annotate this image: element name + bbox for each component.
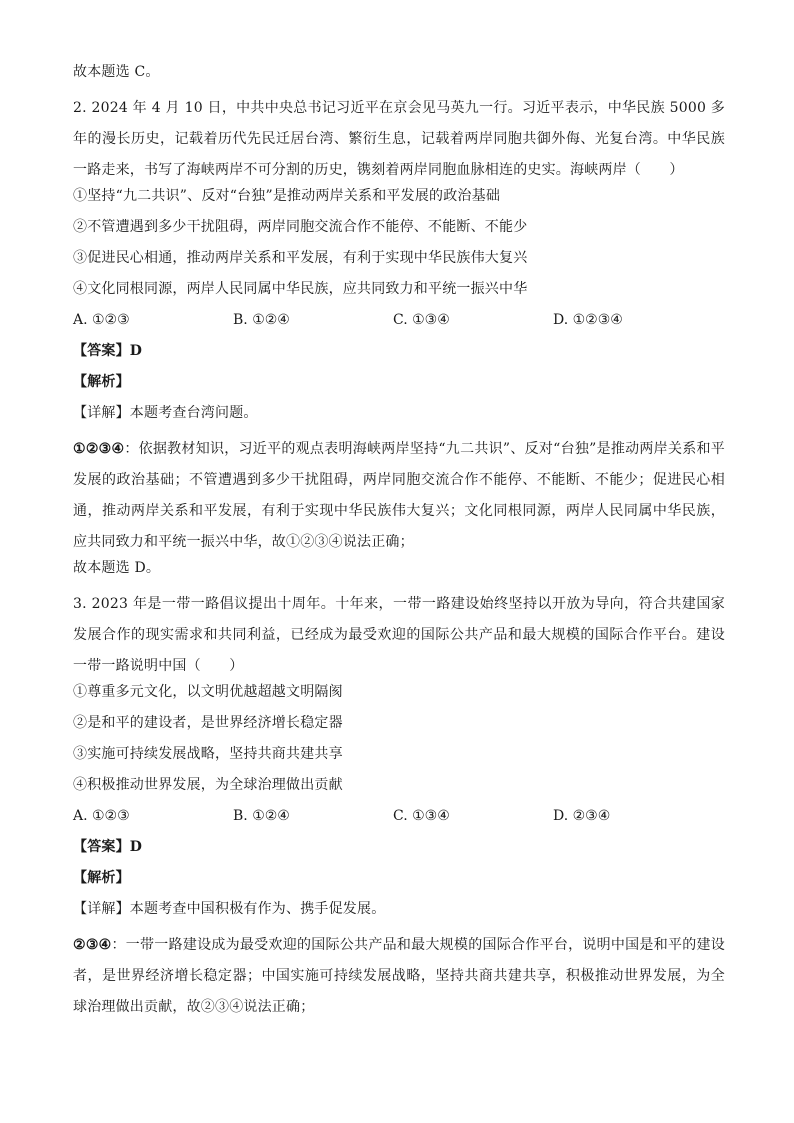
q2-explanation-lead: ①②③④ [73, 441, 125, 457]
q2-explanation-body: ：依据教材知识，习近平的观点表明海峡两岸坚持“九二共识”、反对“台独”是推动两岸关系和平发展的政治基础；不管遭遇到多少干扰阻碍，两岸同胞交流合作不能停、不能断、不能少；促进民心相通，推动两岸关系和平发展，有利于实现中华民族伟大复兴；文化同根同源，两岸人民同属中华民族，应共同致力和平统一振兴中华，故①②③④说法正确； [73, 441, 725, 550]
q3-explanation-lead: ②③④ [73, 937, 112, 953]
q2-options [73, 310, 725, 341]
q3-item-4: ④积极推动世界发展，为全球治理做出贡献 [73, 777, 343, 793]
q3-item-2: ②是和平的建设者，是世界经济增长稳定器 [73, 715, 343, 731]
q3-stem: 3. 2023 年是一带一路倡议提出十周年。十年来，一带一路建设始终坚持以开放为导向，符合共建国家发展合作的现实需求和共同利益，已经成为最受欢迎的国际公共产品和最大规模的国际合作平台。建设一带一路说明中国（ ） [73, 596, 725, 674]
q3-answer: 【答案】D [73, 839, 143, 855]
q2-conclusion: 故本题选 D。 [73, 560, 161, 576]
q3-analysis-label: 【解析】 [73, 870, 130, 886]
q2-item-2: ②不管遭遇到多少干扰阻碍，两岸同胞交流合作不能停、不能断、不能少 [73, 219, 528, 235]
q3-option-b: B. ①②④ [233, 808, 290, 824]
q3-explanation-body: ：一带一路建设成为最受欢迎的国际公共产品和最大规模的国际合作平台，说明中国是和平的建设者，是世界经济增长稳定器；中国实施可持续发展战略，坚持共商共建共享，积极推动世界发展，为全球治理做出贡献，故②③④说法正确； [73, 937, 725, 1015]
q2-option-b: B. ①②④ [233, 312, 290, 328]
q3-option-a: A. ①②③ [73, 808, 130, 824]
q2-option-d: D. ①②③④ [553, 312, 623, 328]
document-content [73, 62, 725, 1023]
q3-item-3: ③实施可持续发展战略，坚持共商共建共享 [73, 746, 343, 762]
q2-option-c: C. ①③④ [393, 312, 450, 328]
q2-item-4: ④文化同根同源，两岸人民同属中华民族，应共同致力和平统一振兴中华 [73, 281, 528, 297]
q3-option-c: C. ①③④ [393, 808, 450, 824]
q2-stem: 2. 2024 年 4 月 10 日，中共中央总书记习近平在京会见马英九一行。习近平表示，中华民族 5000 多年的漫长历史，记载着历代先民迁居台湾、繁衍生息，记载着两岸同胞共御外侮、光复台湾。中华民族一路走来，书写了海峡两岸不可分割的历史，镌刻着两岸同胞血脉相连的史实。海峡两岸（ ） [73, 100, 725, 178]
q3-item-1: ①尊重多元文化，以文明优越超越文明隔阂 [73, 684, 343, 700]
q3-option-d: D. ②③④ [553, 808, 611, 824]
q2-analysis-label: 【解析】 [73, 374, 130, 390]
q2-option-a: A. ①②③ [73, 312, 130, 328]
q2-explanation [73, 434, 725, 558]
q3-detail: 【详解】本题考查中国积极有作为、携手促发展。 [73, 901, 386, 917]
q1-conclusion: 故本题选 C。 [73, 64, 160, 80]
q3-options [73, 806, 725, 837]
q3-explanation [73, 930, 725, 1023]
q2-detail: 【详解】本题考查台湾问题。 [73, 405, 258, 421]
q2-item-3: ③促进民心相通，推动两岸关系和平发展，有利于实现中华民族伟大复兴 [73, 250, 528, 266]
q2-item-1: ①坚持“九二共识”、反对“台独”是推动两岸关系和平发展的政治基础 [73, 188, 501, 204]
q2-answer: 【答案】D [73, 343, 143, 359]
